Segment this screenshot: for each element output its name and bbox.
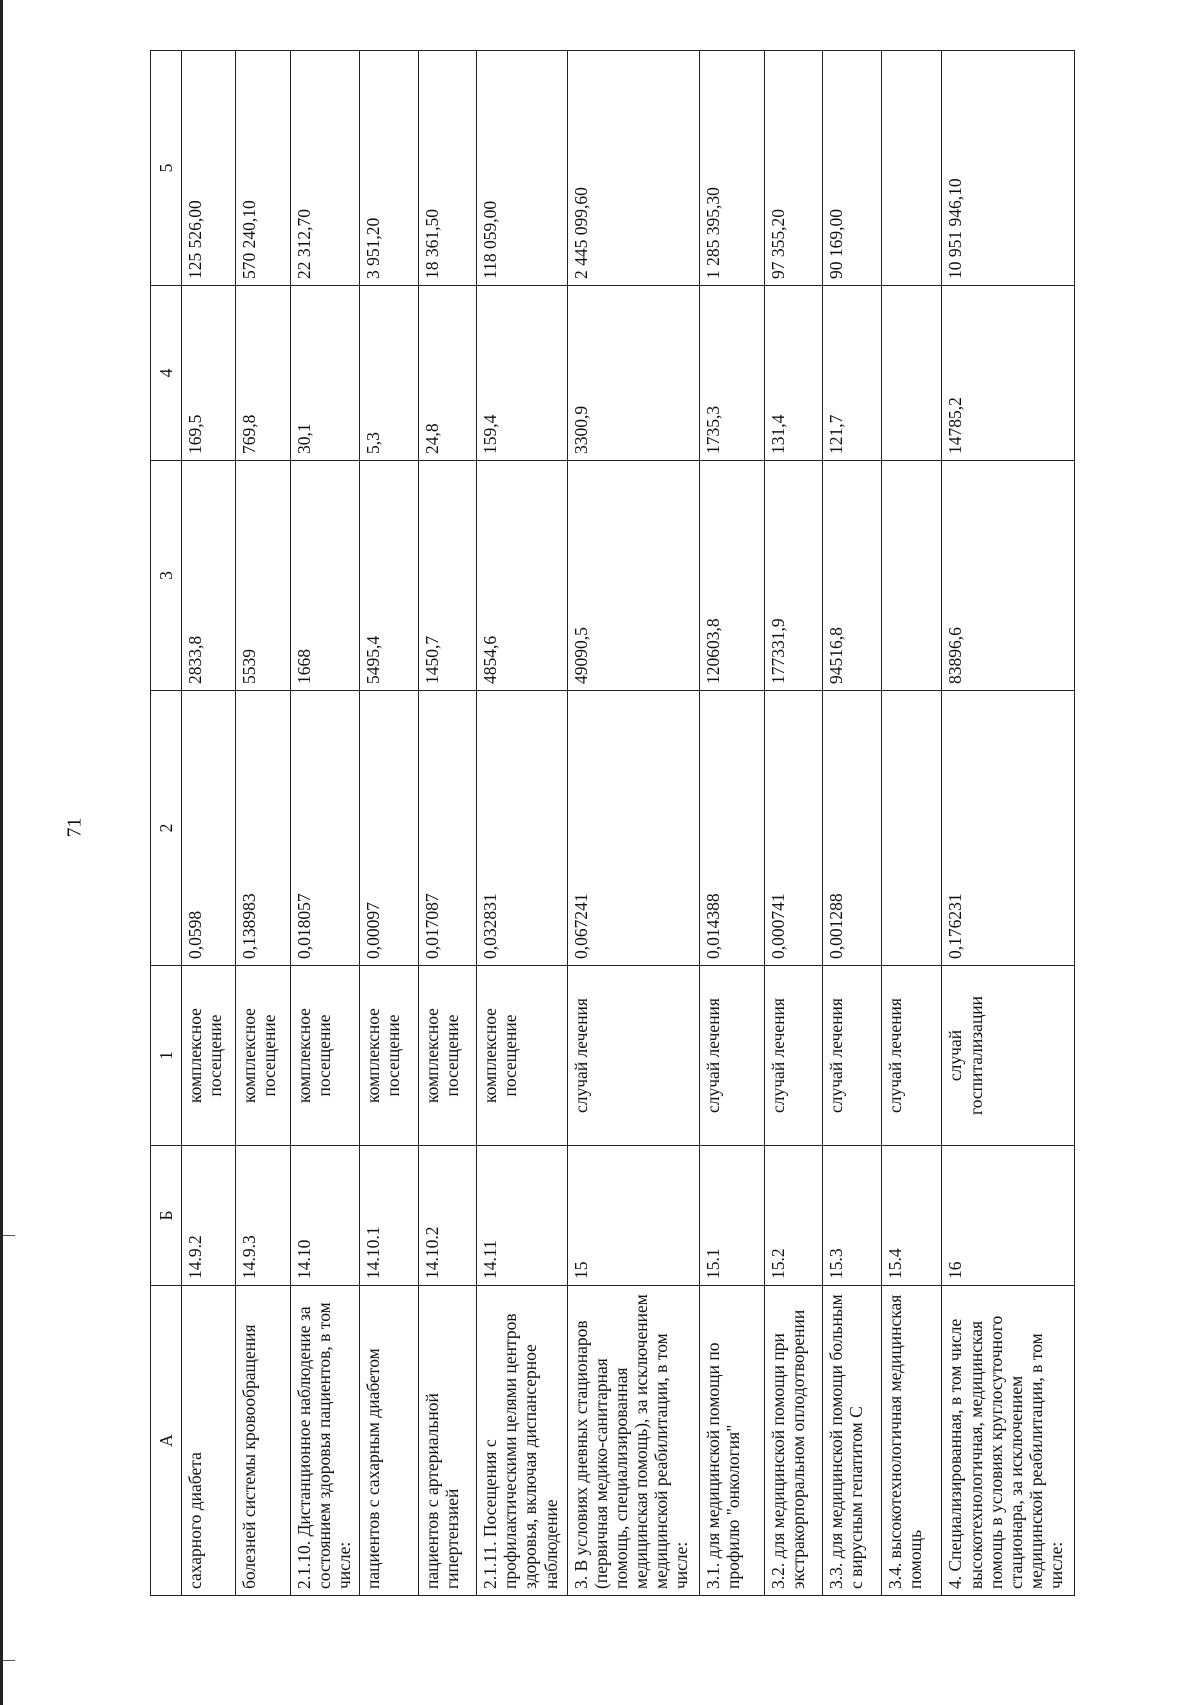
per-capita-cell: 14785,2 <box>942 286 1075 461</box>
rate-cell: 0,018057 <box>290 691 359 966</box>
row-label-cell: 2.1.11. Посещения с профилактическими целями центров здоровья, включая диспансерное наблюдение <box>477 1286 567 1596</box>
cost-cell: 83896,6 <box>942 461 1075 691</box>
header-cell-5: 5 <box>151 51 182 286</box>
cost-cell: 5539 <box>236 461 290 691</box>
rate-cell: 0,0598 <box>182 691 236 966</box>
row-label-cell: 3. В условиях дневных стационаров (первичная медико-санитарная помощь, специализированная медицинская помощь), за исключением медицинской реабилитации, в том числе: <box>567 1286 699 1596</box>
row-label-cell: пациентов с сахарным диабетом <box>360 1286 419 1596</box>
total-cell: 1 285 395,30 <box>700 51 765 286</box>
per-capita-cell: 131,4 <box>764 286 823 461</box>
cost-cell: 49090,5 <box>567 461 699 691</box>
row-label-cell: болезней системы кровообращения <box>236 1286 290 1596</box>
data-table <box>150 50 1075 1596</box>
rate-cell: 0,138983 <box>236 691 290 966</box>
unit-cell: случай лечения <box>881 966 942 1146</box>
total-cell: 10 951 946,10 <box>942 51 1075 286</box>
per-capita-cell <box>881 286 942 461</box>
cost-cell: 4854,6 <box>477 461 567 691</box>
cost-cell: 1450,7 <box>418 461 477 691</box>
table-row <box>182 51 236 1596</box>
unit-cell: случай лечения <box>823 966 882 1146</box>
per-capita-cell: 24,8 <box>418 286 477 461</box>
unit-cell: комплексное посещение <box>290 966 359 1146</box>
header-cell-a: А <box>151 1286 182 1596</box>
table-row <box>823 51 882 1596</box>
scan-edge-tick <box>3 1235 15 1236</box>
rotated-table-container <box>150 51 1075 1596</box>
per-capita-cell: 3300,9 <box>567 286 699 461</box>
unit-cell: случай госпитализации <box>942 966 1075 1146</box>
per-capita-cell: 169,5 <box>182 286 236 461</box>
rate-cell: 0,000741 <box>764 691 823 966</box>
row-code-cell: 14.10 <box>290 1146 359 1286</box>
unit-cell: случай лечения <box>567 966 699 1146</box>
table-row <box>881 51 942 1596</box>
table-row <box>290 51 359 1596</box>
row-code-cell: 14.11 <box>477 1146 567 1286</box>
row-code-cell: 14.10.2 <box>418 1146 477 1286</box>
total-cell <box>881 51 942 286</box>
row-code-cell: 15.4 <box>881 1146 942 1286</box>
row-label-cell: пациентов с артериальной гипертензией <box>418 1286 477 1596</box>
cost-cell: 177331,9 <box>764 461 823 691</box>
cost-cell: 94516,8 <box>823 461 882 691</box>
unit-cell: случай лечения <box>700 966 765 1146</box>
scan-edge-tick <box>3 1660 15 1661</box>
per-capita-cell: 5,3 <box>360 286 419 461</box>
row-code-cell: 16 <box>942 1146 1075 1286</box>
header-cell-1: 1 <box>151 966 182 1146</box>
row-code-cell: 14.9.3 <box>236 1146 290 1286</box>
per-capita-cell: 1735,3 <box>700 286 765 461</box>
row-code-cell: 15.1 <box>700 1146 765 1286</box>
table-row <box>360 51 419 1596</box>
row-label-cell: сахарного диабета <box>182 1286 236 1596</box>
table-header-row <box>151 51 182 1596</box>
header-cell-2: 2 <box>151 691 182 966</box>
cost-cell: 5495,4 <box>360 461 419 691</box>
per-capita-cell: 769,8 <box>236 286 290 461</box>
row-code-cell: 15.3 <box>823 1146 882 1286</box>
table-row <box>700 51 765 1596</box>
per-capita-cell: 159,4 <box>477 286 567 461</box>
table-row <box>567 51 699 1596</box>
unit-cell: комплексное посещение <box>418 966 477 1146</box>
rate-cell: 0,067241 <box>567 691 699 966</box>
table-row <box>942 51 1075 1596</box>
table-row <box>764 51 823 1596</box>
total-cell: 97 355,20 <box>764 51 823 286</box>
row-label-cell: 3.3. для медицинской помощи больным с вирусным гепатитом С <box>823 1286 882 1596</box>
unit-cell: комплексное посещение <box>360 966 419 1146</box>
total-cell: 22 312,70 <box>290 51 359 286</box>
scan-left-edge <box>0 0 3 1705</box>
header-cell-b: Б <box>151 1146 182 1286</box>
table-row <box>418 51 477 1596</box>
unit-cell: комплексное посещение <box>182 966 236 1146</box>
row-label-cell: 2.1.10. Дистанционное наблюдение за состоянием здоровья пациентов, в том числе: <box>290 1286 359 1596</box>
unit-cell: комплексное посещение <box>477 966 567 1146</box>
rate-cell: 0,176231 <box>942 691 1075 966</box>
row-label-cell: 3.2. для медицинской помощи при экстракорпоральном оплодотворении <box>764 1286 823 1596</box>
row-code-cell: 14.9.2 <box>182 1146 236 1286</box>
total-cell: 118 059,00 <box>477 51 567 286</box>
table-row <box>236 51 290 1596</box>
rate-cell <box>881 691 942 966</box>
per-capita-cell: 121,7 <box>823 286 882 461</box>
total-cell: 18 361,50 <box>418 51 477 286</box>
row-code-cell: 15.2 <box>764 1146 823 1286</box>
page-number-text: 71 <box>63 817 86 837</box>
total-cell: 125 526,00 <box>182 51 236 286</box>
total-cell: 90 169,00 <box>823 51 882 286</box>
row-label-cell: 3.4. высокотехнологичная медицинская помощь <box>881 1286 942 1596</box>
row-code-cell: 15 <box>567 1146 699 1286</box>
rate-cell: 0,00097 <box>360 691 419 966</box>
row-label-cell: 4. Специализированная, в том числе высокотехнологичная, медицинская помощь в условиях круглосуточного стационара, за исключением медицинской реабилитации, в том числе: <box>942 1286 1075 1596</box>
unit-cell: случай лечения <box>764 966 823 1146</box>
header-cell-4: 4 <box>151 286 182 461</box>
rate-cell: 0,017087 <box>418 691 477 966</box>
table-row <box>477 51 567 1596</box>
total-cell: 2 445 099,60 <box>567 51 699 286</box>
cost-cell: 120603,8 <box>700 461 765 691</box>
page-number <box>58 810 92 844</box>
cost-cell: 1668 <box>290 461 359 691</box>
rate-cell: 0,001288 <box>823 691 882 966</box>
cost-cell <box>881 461 942 691</box>
cost-cell: 2833,8 <box>182 461 236 691</box>
rate-cell: 0,014388 <box>700 691 765 966</box>
header-cell-3: 3 <box>151 461 182 691</box>
per-capita-cell: 30,1 <box>290 286 359 461</box>
row-code-cell: 14.10.1 <box>360 1146 419 1286</box>
rate-cell: 0,032831 <box>477 691 567 966</box>
total-cell: 570 240,10 <box>236 51 290 286</box>
total-cell: 3 951,20 <box>360 51 419 286</box>
unit-cell: комплексное посещение <box>236 966 290 1146</box>
row-label-cell: 3.1. для медицинской помощи по профилю "онкология" <box>700 1286 765 1596</box>
